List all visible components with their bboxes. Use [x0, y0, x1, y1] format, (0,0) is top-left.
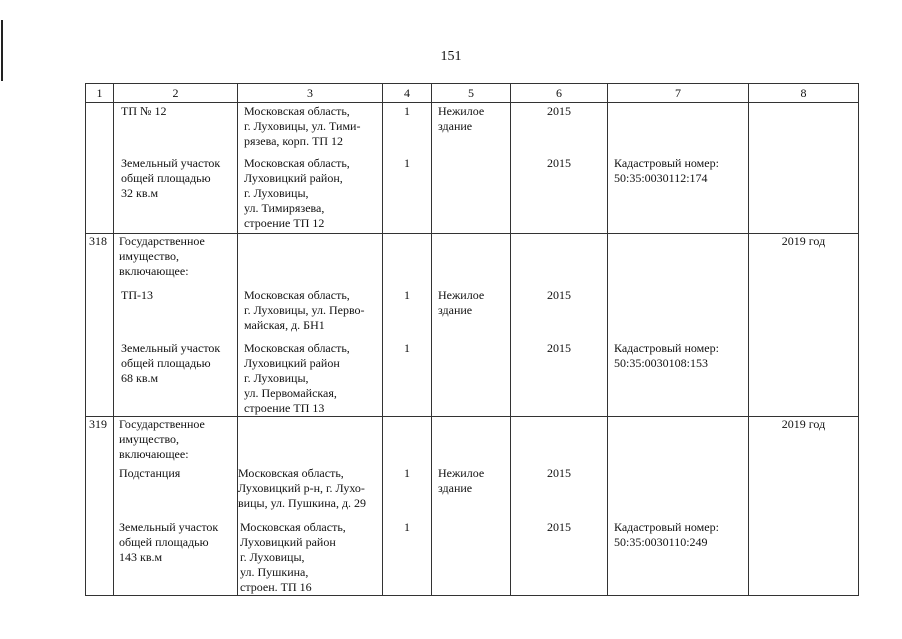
- cell-address: Московская область, г. Луховицы, ул. Тими- рязева, корп. ТП 12: [238, 103, 383, 156]
- cell-note: Кадастровый номер: 50:35:0030112:174: [608, 156, 749, 234]
- cell-name: Государственное имущество, включающее:: [114, 234, 238, 288]
- cell-name: ТП № 12: [114, 103, 238, 156]
- cell-type: Нежилое здание: [432, 288, 511, 341]
- cell-type: Нежилое здание: [432, 103, 511, 156]
- cell-address: Московская область, Луховицкий р-н, г. Лухо- вицы, ул. Пушкина, д. 29: [238, 466, 383, 520]
- cell-type: Нежилое здание: [432, 466, 511, 520]
- cell-quantity: 1: [383, 466, 432, 520]
- cell-number: [86, 341, 114, 417]
- cell-name: Земельный участок общей площадью 32 кв.м: [114, 156, 238, 234]
- column-header: 7: [608, 84, 749, 103]
- cell-note: [608, 234, 749, 288]
- cell-period: [749, 341, 859, 417]
- cell-period: [749, 466, 859, 520]
- table-row: [86, 156, 859, 234]
- cell-quantity: 1: [383, 520, 432, 596]
- cell-period: [749, 156, 859, 234]
- cell-year: 2015: [511, 103, 608, 156]
- cell-address: Московская область, Луховицкий район г. Луховицы, ул. Первомайская, строение ТП 13: [238, 341, 383, 417]
- cell-type: [432, 416, 511, 466]
- cell-type: [432, 341, 511, 417]
- page-number: 151: [440, 49, 462, 64]
- cell-note: [608, 466, 749, 520]
- cell-number: [86, 520, 114, 596]
- cell-address: Московская область, Луховицкий район г. Луховицы, ул. Пушкина, строен. ТП 16: [238, 520, 383, 596]
- cell-note: Кадастровый номер: 50:35:0030108:153: [608, 341, 749, 417]
- cell-quantity: [383, 234, 432, 288]
- cell-number: [86, 288, 114, 341]
- cell-note: [608, 416, 749, 466]
- column-header: 6: [511, 84, 608, 103]
- cell-quantity: 1: [383, 341, 432, 417]
- table-header-row: [86, 84, 859, 103]
- cell-number: [86, 466, 114, 520]
- cell-type: [432, 156, 511, 234]
- cell-type: [432, 234, 511, 288]
- cell-period: [749, 520, 859, 596]
- cell-quantity: [383, 416, 432, 466]
- column-header: 3: [238, 84, 383, 103]
- column-header: 8: [749, 84, 859, 103]
- cell-address: [238, 234, 383, 288]
- table-row: [86, 416, 859, 466]
- cell-number: [86, 156, 114, 234]
- cell-name: Государственное имущество, включающее:: [114, 416, 238, 466]
- cell-number: [86, 103, 114, 156]
- cell-name: Земельный участок общей площадью 68 кв.м: [114, 341, 238, 417]
- cell-note: Кадастровый номер: 50:35:0030110:249: [608, 520, 749, 596]
- cell-year: 2015: [511, 288, 608, 341]
- cell-period: 2019 год: [749, 234, 859, 288]
- cell-type: [432, 520, 511, 596]
- cell-address: [238, 416, 383, 466]
- cell-number: 319: [86, 416, 114, 466]
- cell-year: [511, 416, 608, 466]
- cell-name: Земельный участок общей площадью 143 кв.м: [114, 520, 238, 596]
- column-header: 4: [383, 84, 432, 103]
- table-row: [86, 103, 859, 156]
- cell-quantity: 1: [383, 288, 432, 341]
- cell-note: [608, 288, 749, 341]
- cell-year: 2015: [511, 520, 608, 596]
- cell-note: [608, 103, 749, 156]
- table-row: [86, 234, 859, 288]
- property-table: [85, 83, 859, 596]
- table-row: [86, 341, 859, 417]
- table-row: [86, 520, 859, 596]
- cell-address: Московская область, Луховицкий район, г. Луховицы, ул. Тимирязева, строение ТП 12: [238, 156, 383, 234]
- cell-period: [749, 103, 859, 156]
- table-row: [86, 466, 859, 520]
- cell-number: 318: [86, 234, 114, 288]
- column-header: 5: [432, 84, 511, 103]
- cell-period: 2019 год: [749, 416, 859, 466]
- cell-year: 2015: [511, 341, 608, 417]
- cell-year: 2015: [511, 466, 608, 520]
- cell-year: [511, 234, 608, 288]
- column-header: 1: [86, 84, 114, 103]
- cell-quantity: 1: [383, 103, 432, 156]
- cell-name: ТП-13: [114, 288, 238, 341]
- cell-name: Подстанция: [114, 466, 238, 520]
- cell-quantity: 1: [383, 156, 432, 234]
- column-header: 2: [114, 84, 238, 103]
- cell-address: Московская область, г. Луховицы, ул. Перво- майская, д. БН1: [238, 288, 383, 341]
- cell-period: [749, 288, 859, 341]
- cell-year: 2015: [511, 156, 608, 234]
- table-row: [86, 288, 859, 341]
